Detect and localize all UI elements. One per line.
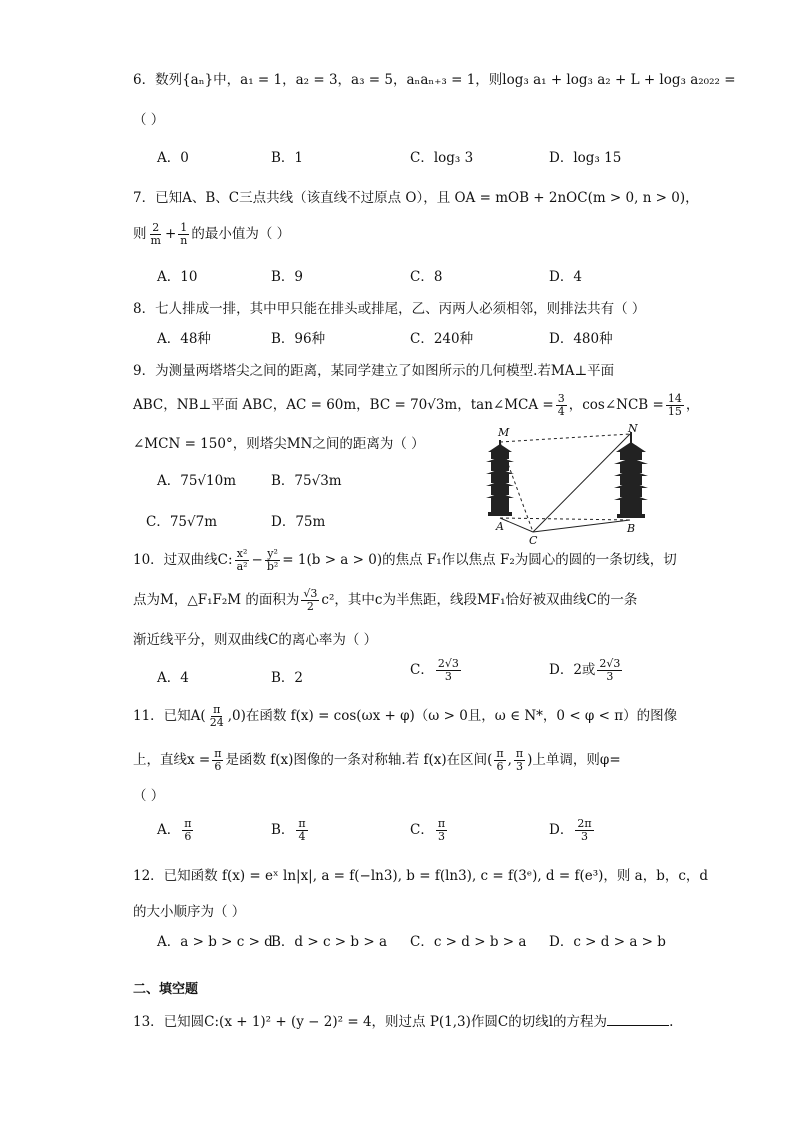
q6-line1: 6．数列{aₙ}中，a₁ = 1，a₂ = 3，a₃ = 5，aₙaₙ₊₃ = 1，则log₃ a₁ + log₃ a₂ + L + log₃ a₂₀₂₂ =	[133, 72, 736, 88]
q9-line3: ∠MCN = 150°，则塔尖MN之间的距离为（ ）	[133, 436, 425, 452]
q9-option-d: D．75m	[271, 514, 326, 530]
q11-line2: 上，直线x = $\frac{\pi}{6}$ 是函数 f(x)图像的一条对称轴.若 f(x)在区间( $\frac{\pi}{6}$ , $\frac{\pi}{3}$ )上单调，则φ=	[133, 747, 621, 773]
q10-option-c: C． $\frac{2√3}{3}$	[410, 657, 459, 683]
q11-axis-fraction: $\frac{\pi}{6}$	[214, 747, 222, 773]
q11-point-fraction: $\frac{\pi}{24}$	[209, 703, 224, 729]
q7-option-a: A．10	[157, 269, 198, 285]
q11-option-b: B． $\frac{\pi}{4}$	[271, 817, 306, 843]
q8-option-a: A．48种	[157, 331, 211, 347]
q11-option-c: C． $\frac{\pi}{3}$	[410, 817, 446, 843]
q12-option-c: C．c > d > b > a	[410, 934, 527, 950]
q11-line3: （ ）	[133, 788, 165, 804]
q12-option-b: B．d > c > b > a	[271, 934, 387, 950]
q10-y-fraction: $\frac{\text{y²}}{\text{b²}}$	[266, 547, 279, 573]
q9-tan-fraction: $\frac{3}{4}$	[557, 392, 565, 418]
q8-option-b: B．96种	[271, 331, 326, 347]
q10-option-b: B．2	[271, 670, 304, 686]
q10-option-a: A．4	[157, 670, 189, 686]
q10-area-fraction: $\frac{√3}{2}$	[303, 587, 318, 613]
q9-option-b: B．75√3m	[271, 473, 342, 489]
q9-line1: 9．为测量两塔塔尖之间的距离，某同学建立了如图所示的几何模型.若MA⊥平面	[133, 363, 615, 379]
q11-line1: 11．已知A( $\frac{\pi}{24}$ ,0)在函数 f(x) = cos(ωx + φ)（ω > 0且，ω ∈ N*，0 < φ < π）的图像	[133, 703, 678, 729]
q8-line1: 8．七人排成一排，其中甲只能在排头或排尾，乙、丙两人必须相邻，则排法共有（ ）	[133, 301, 646, 317]
q9-option-a: A．75√10m	[157, 473, 237, 489]
label-c: C	[529, 534, 538, 546]
q12-option-d: D．c > d > a > b	[549, 934, 666, 950]
q10-line1: 10．过双曲线C: $\frac{\text{x²}}{\text{a²}}$ − $\frac{\text{y²}}{\text{b²}}$ = 1(b > a > 0)的焦点 F₁作以焦点 F₂为圆心的圆的一条切线，切	[133, 547, 677, 573]
q9-geometry-lines	[500, 434, 630, 532]
q6-line2: （ ）	[133, 112, 165, 128]
q9-line2: ABC，NB⊥平面 ABC，AC = 60m，BC = 70√3m，tan∠MCA = $\frac{3}{4}$ ，cos∠NCB = $\frac{14}{15}$ ，	[133, 392, 700, 418]
q7-option-c: C．8	[410, 269, 443, 285]
q6-option-b: B．1	[271, 150, 304, 166]
q7-option-b: B．9	[271, 269, 304, 285]
q8-option-d: D．480种	[549, 331, 613, 347]
q7-option-d: D．4	[549, 269, 582, 285]
q7-fraction-2-over-m: $\frac{2}{m}$	[150, 221, 161, 247]
label-a: A	[496, 520, 504, 533]
q9-cos-fraction: $\frac{14}{15}$	[667, 392, 682, 418]
label-m: M	[498, 426, 510, 439]
label-b: B	[627, 522, 636, 535]
q8-option-c: C．240种	[410, 331, 474, 347]
q11-option-d: D． $\frac{2\pi}{3}$	[549, 817, 592, 843]
q10-option-d: D．2或 $\frac{2√3}{3}$	[549, 657, 621, 683]
section-heading-fill-in: 二、填空题	[133, 982, 199, 997]
q7-line1: 7．已知A、B、C三点共线（该直线不过原点 O），且 OA = mOB + 2nOC(m > 0, n > 0)，	[133, 190, 699, 206]
q13-answer-blank[interactable]	[607, 1013, 669, 1026]
q12-line1: 12．已知函数 f(x) = eˣ ln|x|, a = f(−ln3), b = f(ln3), c = f(3ᵉ), d = f(e³)，则 a，b，c，d	[133, 868, 709, 884]
left-pagoda-icon	[486, 440, 514, 516]
q10-x-fraction: $\frac{\text{x²}}{\text{a²}}$	[236, 547, 248, 573]
q7-fraction-1-over-n: $\frac{1}{n}$	[180, 221, 188, 247]
q7-line2: 则 $\frac{2}{m}$ + $\frac{1}{n}$ 的最小值为（ ）	[133, 221, 291, 247]
q6-option-d: D．log₃ 15	[549, 150, 622, 166]
q6-option-c: C．log₃ 3	[410, 150, 474, 166]
q10-line3: 渐近线平分，则双曲线C的离心率为（ ）	[133, 632, 378, 648]
q12-line2: 的大小顺序为（ ）	[133, 904, 246, 920]
q9-pagoda-figure	[478, 424, 664, 546]
q13-line1: 13．已知圆C:(x + 1)² + (y − 2)² = 4，则过点 P(1,3)作圆C的切线l的方程为 .	[133, 1014, 674, 1030]
q9-option-c: C．75√7m	[146, 514, 218, 530]
q11-option-a: A． $\frac{\pi}{6}$	[157, 817, 192, 843]
label-n: N	[628, 424, 638, 435]
q12-option-a: A．a > b > c > d	[157, 934, 273, 950]
q10-line2: 点为M，△F₁F₂M 的面积为 $\frac{√3}{2}$ c²，其中c为半焦距，线段MF₁恰好被双曲线C的一条	[133, 587, 638, 613]
q6-option-a: A．0	[157, 150, 189, 166]
